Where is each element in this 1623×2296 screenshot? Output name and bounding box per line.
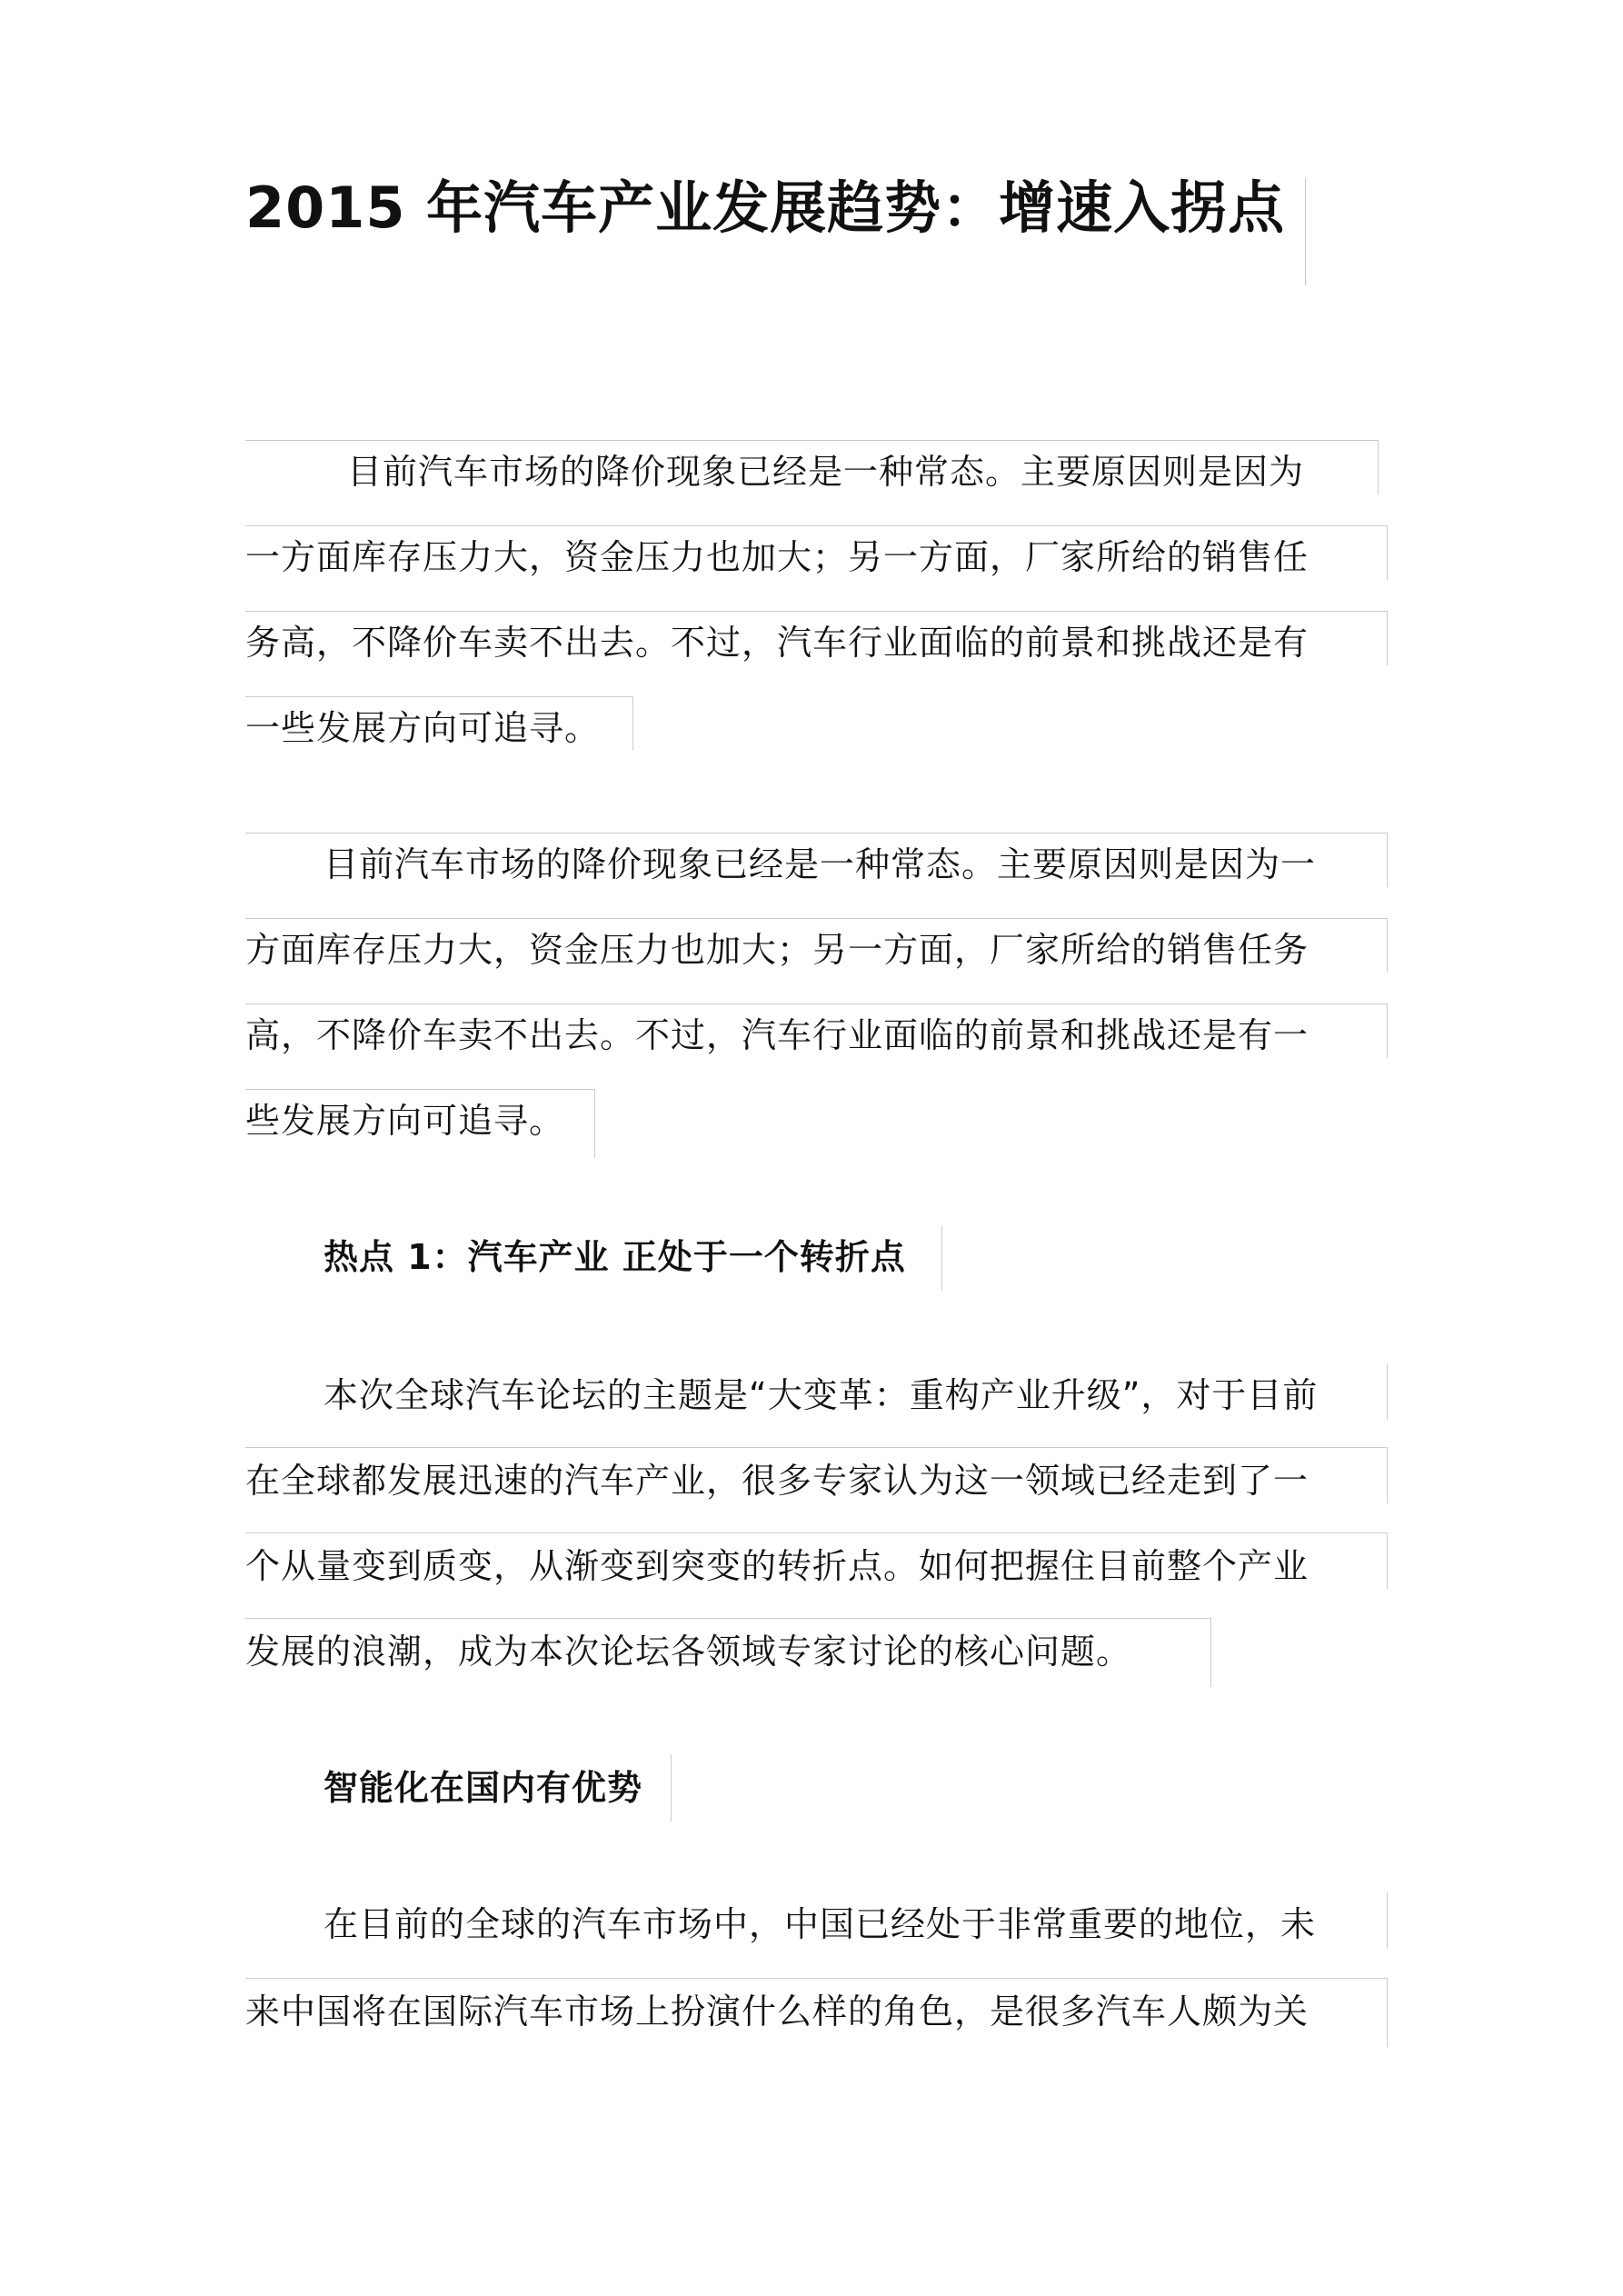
paragraph-line: 目前汽车市场的降价现象已经是一种常态。主要原因则是因为 <box>347 452 1305 492</box>
paragraph-line: 本次全球汽车论坛的主题是“大变革：重构产业升级”，对于目前 <box>324 1375 1319 1415</box>
line-frame-top <box>245 833 1387 834</box>
line-frame-top <box>245 1447 1387 1448</box>
line-frame-top <box>245 918 1387 919</box>
paragraph-line: 在目前的全球的汽车市场中，中国已经处于非常重要的地位，未 <box>324 1904 1317 1944</box>
line-frame-top <box>245 611 1387 612</box>
paragraph-line: 一方面库存压力大，资金压力也加大；另一方面，厂家所给的销售任 <box>245 537 1309 577</box>
paragraph-line: 在全球都发展迅速的汽车产业，很多专家认为这一领域已经走到了一 <box>245 1461 1309 1501</box>
line-frame-top <box>245 440 1378 441</box>
line-frame-top <box>245 696 632 697</box>
line-frame-top <box>245 1089 594 1090</box>
paragraph-line: 高，不降价车卖不出去。不过，汽车行业面临的前景和挑战还是有一 <box>245 1015 1309 1055</box>
paragraph-line: 个从量变到质变，从渐变到突变的转折点。如何把握住目前整个产业 <box>245 1546 1309 1586</box>
paragraph-line: 来中国将在国际汽车市场上扮演什么样的角色，是很多汽车人颇为关 <box>245 1992 1309 2031</box>
paragraph-line: 方面库存压力大，资金压力也加大；另一方面，厂家所给的销售任务 <box>245 930 1309 970</box>
paragraph-line: 一些发展方向可追寻。 <box>245 708 601 748</box>
line-frame-right <box>632 696 633 751</box>
heading-frame-right <box>671 1754 672 1822</box>
line-frame-right <box>1387 833 1388 887</box>
line-frame-right <box>1387 611 1388 665</box>
line-frame-right <box>1387 1003 1388 1058</box>
line-frame-right <box>1210 1618 1211 1687</box>
paragraph-line: 务高，不降价车卖不出去。不过，汽车行业面临的前景和挑战还是有 <box>245 623 1309 663</box>
line-frame-right <box>1387 1892 1388 1949</box>
line-frame-right <box>1387 525 1388 580</box>
document-title: 2015 年汽车产业发展趋势：增速入拐点 <box>245 175 1286 241</box>
line-frame-top <box>245 1978 1387 1979</box>
line-frame-right <box>594 1089 595 1158</box>
line-frame-right <box>1387 1978 1388 2047</box>
line-frame-top <box>245 1618 1210 1619</box>
line-frame-right <box>1387 1447 1388 1503</box>
line-frame-top <box>245 525 1387 526</box>
line-frame-top <box>245 1532 1387 1533</box>
line-frame-right <box>1387 918 1388 973</box>
line-frame-right <box>1387 1532 1388 1589</box>
section-heading-hotspot-1: 热点 1：汽车产业 正处于一个转折点 <box>324 1237 906 1277</box>
line-frame-top <box>245 1003 1387 1004</box>
line-frame-right <box>1387 1363 1388 1420</box>
title-edit-mark <box>1305 178 1306 285</box>
section-heading-smart: 智能化在国内有优势 <box>324 1768 643 1808</box>
paragraph-line: 目前汽车市场的降价现象已经是一种常态。主要原因则是因为一 <box>324 844 1317 884</box>
paragraph-line: 些发展方向可追寻。 <box>245 1101 565 1141</box>
line-frame-right <box>1378 440 1379 494</box>
paragraph-line: 发展的浪潮，成为本次论坛各领域专家讨论的核心问题。 <box>245 1632 1132 1672</box>
heading-frame-right <box>941 1225 942 1291</box>
